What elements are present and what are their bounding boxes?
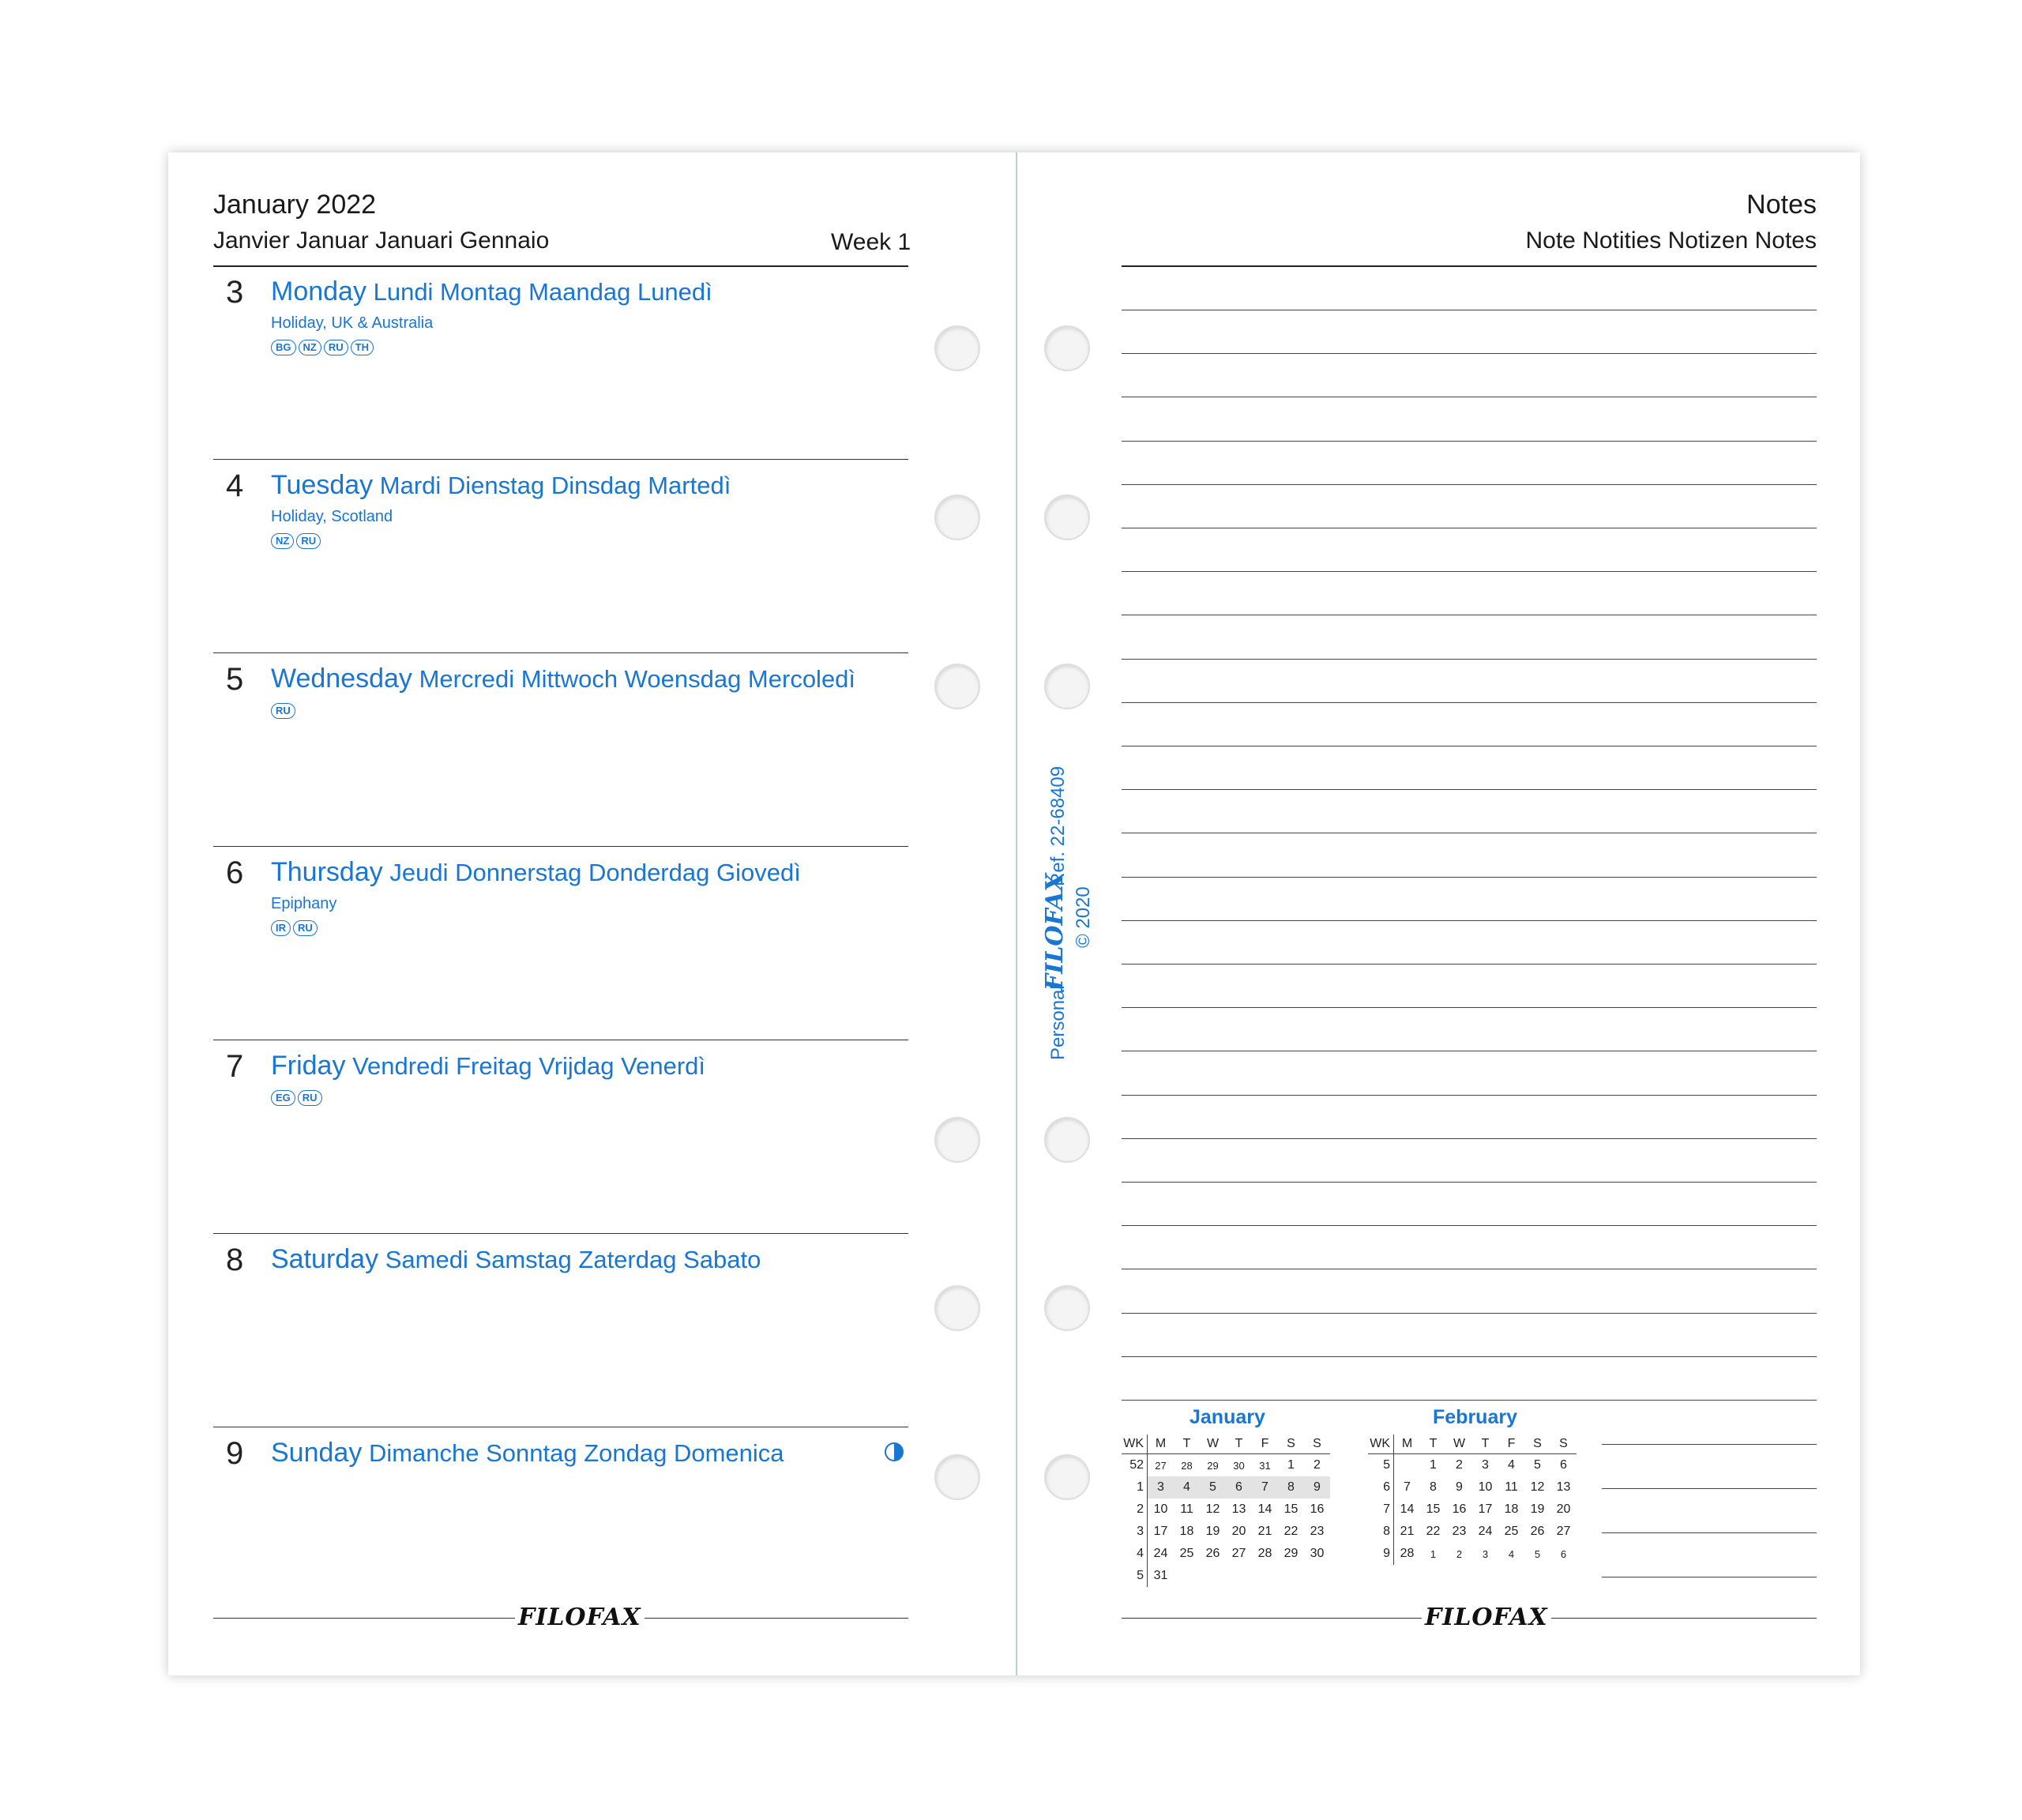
calendar-day: 3	[1482, 1458, 1489, 1472]
calendar-day	[1174, 1565, 1200, 1587]
week-number: 3	[1122, 1521, 1148, 1543]
spine-copyright: © 2020	[1073, 886, 1094, 948]
note-line	[1122, 1313, 1817, 1314]
calendar-day	[1278, 1565, 1304, 1587]
header-rule	[213, 265, 908, 267]
calendar-day: 15	[1283, 1502, 1299, 1516]
calendar-day: 11	[1180, 1502, 1193, 1516]
note-line	[1122, 1138, 1817, 1139]
day-separator	[213, 459, 908, 460]
calendar-day: 21	[1400, 1525, 1415, 1538]
day-translations: Mercredi Mittwoch Woensdag Mercoledì	[419, 665, 856, 693]
month-title: January 2022	[213, 190, 377, 220]
weekday-header: WK	[1368, 1435, 1394, 1454]
mini-cal-jan-title: January	[1190, 1406, 1265, 1428]
note-line	[1122, 1007, 1817, 1008]
binder-hole	[1044, 664, 1090, 709]
country-badges	[271, 920, 318, 936]
calendar-day: 5	[1200, 1476, 1226, 1498]
calendar-day: 28	[1400, 1547, 1415, 1560]
day-number: 8	[226, 1243, 244, 1277]
weekday-header: W	[1200, 1435, 1226, 1454]
day-translations: Lundi Montag Maandag Lunedì	[373, 278, 712, 306]
day-name: Thursday	[271, 857, 383, 887]
weekday-header: S	[1304, 1435, 1330, 1454]
day-number: 5	[226, 662, 244, 697]
binder-hole	[934, 1285, 980, 1331]
note-line	[1602, 1532, 1817, 1533]
calendar-day: 12	[1205, 1502, 1220, 1516]
calendar-day	[1304, 1565, 1330, 1587]
week-number: 4	[1122, 1543, 1148, 1565]
day-translations: Samedi Samstag Zaterdag Sabato	[385, 1246, 761, 1273]
calendar-day: 4	[1508, 1458, 1515, 1472]
page-spine	[1016, 152, 1017, 1675]
note-line	[1602, 1488, 1817, 1489]
weekday-header: WK	[1122, 1435, 1148, 1454]
note-line	[1122, 659, 1817, 660]
day-name: Saturday	[271, 1244, 379, 1274]
country-badge: RU	[298, 1090, 322, 1106]
day-name-line	[271, 1051, 705, 1081]
binder-hole	[1044, 1454, 1090, 1500]
day-translations: Jeudi Donnerstag Donderdag Giovedì	[389, 859, 801, 886]
calendar-day: 28	[1257, 1547, 1272, 1560]
calendar-day: 10	[1478, 1480, 1493, 1494]
notes-header-rule	[1122, 265, 1817, 267]
calendar-day: 27	[1556, 1525, 1571, 1538]
calendar-day: 16	[1310, 1502, 1325, 1516]
note-line	[1122, 484, 1817, 485]
binder-hole	[1044, 1285, 1090, 1331]
weekday-header: T	[1174, 1435, 1200, 1454]
calendar-day: 6	[1560, 1458, 1567, 1472]
weekday-header: S	[1278, 1435, 1304, 1454]
calendar-day: 31	[1259, 1459, 1271, 1472]
weekday-header: T	[1420, 1435, 1446, 1454]
country-badges	[271, 1090, 322, 1106]
calendar-day: 3	[1482, 1547, 1489, 1560]
country-badge: RU	[296, 533, 321, 549]
day-translations: Vendredi Freitag Vrijdag Venerdì	[352, 1052, 706, 1080]
calendar-day: 18	[1504, 1502, 1519, 1516]
calendar-day: 25	[1179, 1547, 1194, 1560]
calendar-day: 10	[1153, 1502, 1168, 1516]
note-line	[1122, 1400, 1817, 1401]
calendar-day: 1	[1287, 1458, 1295, 1472]
country-badge: EG	[271, 1090, 295, 1106]
day-name-line	[271, 470, 731, 501]
day-name: Monday	[271, 276, 366, 306]
binder-hole	[934, 494, 980, 540]
note-line	[1122, 353, 1817, 354]
calendar-day: 9	[1456, 1480, 1463, 1494]
calendar-day: 26	[1205, 1547, 1220, 1560]
calendar-day: 19	[1530, 1502, 1545, 1516]
calendar-day: 25	[1504, 1525, 1519, 1538]
country-badge: TH	[351, 340, 374, 355]
day-name-line	[271, 1438, 784, 1468]
notes-title: Notes	[1746, 190, 1817, 220]
binder-hole	[934, 664, 980, 709]
note-line	[1122, 1356, 1817, 1357]
calendar-day: 29	[1283, 1547, 1299, 1560]
calendar-day: 5	[1534, 1458, 1541, 1472]
note-line	[1122, 1225, 1817, 1226]
week-number: 5	[1368, 1454, 1394, 1477]
calendar-day: 28	[1181, 1459, 1193, 1472]
day-separator	[213, 1233, 908, 1234]
country-badge: RU	[324, 340, 348, 355]
day-separator	[213, 846, 908, 847]
binder-hole	[1044, 325, 1090, 371]
note-line	[1122, 702, 1817, 703]
day-name: Sunday	[271, 1438, 363, 1468]
calendar-day: 31	[1153, 1569, 1168, 1582]
country-badges	[271, 533, 321, 549]
day-name: Friday	[271, 1051, 346, 1081]
note-line	[1122, 964, 1817, 965]
calendar-day: 16	[1452, 1502, 1467, 1516]
week-number: 52	[1122, 1454, 1148, 1477]
calendar-day: 3	[1148, 1476, 1174, 1498]
binder-hole	[1044, 494, 1090, 540]
calendar-day: 14	[1257, 1502, 1272, 1516]
calendar-day: 6	[1226, 1476, 1252, 1498]
calendar-day: 24	[1153, 1547, 1168, 1560]
week-number: 8	[1368, 1521, 1394, 1543]
calendar-day: 22	[1426, 1525, 1441, 1538]
day-name-line	[271, 276, 712, 307]
calendar-day: 12	[1530, 1480, 1545, 1494]
calendar-day: 2	[1456, 1458, 1463, 1472]
calendar-day: 4	[1174, 1476, 1200, 1498]
calendar-day: 20	[1231, 1525, 1246, 1538]
calendar-day	[1252, 1565, 1278, 1587]
filofax-logo: FILOFAX	[515, 1604, 645, 1631]
calendar-day: 6	[1560, 1547, 1567, 1560]
calendar-day: 26	[1530, 1525, 1545, 1538]
calendar-day: 13	[1556, 1480, 1571, 1494]
calendar-day: 2	[1456, 1547, 1463, 1560]
week-number: 9	[1368, 1543, 1394, 1565]
calendar-day: 9	[1304, 1476, 1330, 1498]
weekday-header: F	[1498, 1435, 1524, 1454]
country-badge: RU	[293, 920, 318, 936]
calendar-day: 29	[1207, 1459, 1219, 1472]
weekday-header: S	[1550, 1435, 1577, 1454]
spine-size-label: Personal	[1047, 985, 1069, 1060]
holiday-note: Holiday, Scotland	[271, 508, 393, 525]
week-number: 2	[1122, 1498, 1148, 1521]
country-badges	[271, 340, 374, 355]
week-number: 7	[1368, 1498, 1394, 1521]
calendar-day: 27	[1155, 1459, 1167, 1472]
week-label: Week 1	[831, 229, 911, 255]
calendar-day: 17	[1153, 1525, 1168, 1538]
calendar-day: 21	[1257, 1525, 1272, 1538]
notes-translations: Note Notities Notizen Notes	[1525, 228, 1817, 254]
weekday-header: M	[1394, 1435, 1421, 1454]
day-separator	[213, 652, 908, 653]
filofax-logo-right: FILOFAX	[1422, 1604, 1551, 1631]
calendar-day: 1	[1430, 1458, 1437, 1472]
mini-calendar-january	[1122, 1435, 1330, 1587]
week-number: 5	[1122, 1565, 1148, 1587]
day-number: 3	[226, 275, 244, 310]
day-name: Wednesday	[271, 664, 412, 694]
calendar-day: 1	[1430, 1547, 1437, 1560]
weekday-header: M	[1148, 1435, 1174, 1454]
weekday-header: T	[1472, 1435, 1498, 1454]
calendar-day: 18	[1179, 1525, 1194, 1538]
calendar-day: 30	[1310, 1547, 1325, 1560]
day-number: 6	[226, 855, 244, 890]
calendar-day: 14	[1400, 1502, 1415, 1516]
calendar-day: 30	[1233, 1459, 1245, 1472]
calendar-day	[1200, 1565, 1226, 1587]
weekday-header: S	[1524, 1435, 1550, 1454]
note-line	[1602, 1444, 1817, 1445]
country-badge: IR	[271, 920, 291, 936]
calendar-day: 23	[1452, 1525, 1467, 1538]
mini-calendar-february	[1368, 1435, 1577, 1565]
calendar-day: 8	[1278, 1476, 1304, 1498]
mini-cal-feb-title: February	[1433, 1406, 1517, 1428]
calendar-day: 19	[1205, 1525, 1220, 1538]
calendar-day: 11	[1505, 1480, 1518, 1494]
calendar-day: 20	[1556, 1502, 1571, 1516]
calendar-day: 8	[1430, 1480, 1437, 1494]
week-number: 1	[1122, 1476, 1148, 1498]
day-translations: Dimanche Sonntag Zondag Domenica	[368, 1439, 784, 1467]
calendar-day: 7	[1252, 1476, 1278, 1498]
binder-hole	[1044, 1117, 1090, 1163]
country-badge: BG	[271, 340, 296, 355]
day-name: Tuesday	[271, 470, 374, 500]
day-translations: Mardi Dienstag Dinsdag Martedì	[379, 472, 731, 499]
note-line	[1122, 571, 1817, 572]
holiday-note: Epiphany	[271, 895, 337, 912]
calendar-day: 5	[1534, 1547, 1541, 1560]
country-badge: NZ	[299, 340, 321, 355]
country-badge: RU	[271, 703, 295, 719]
day-name-line	[271, 1244, 761, 1275]
note-line	[1122, 1095, 1817, 1096]
weekday-header: T	[1226, 1435, 1252, 1454]
calendar-day: 23	[1310, 1525, 1325, 1538]
note-line	[1122, 1182, 1817, 1183]
day-number: 9	[226, 1436, 244, 1471]
binder-hole	[934, 1454, 980, 1500]
calendar-day: 17	[1478, 1502, 1493, 1516]
note-line	[1122, 877, 1817, 878]
month-translations: Janvier Januar Januari Gennaio	[213, 228, 550, 254]
note-line	[1122, 920, 1817, 921]
calendar-day: 22	[1283, 1525, 1299, 1538]
note-line	[1122, 441, 1817, 442]
calendar-day	[1394, 1454, 1421, 1477]
calendar-day: 24	[1478, 1525, 1493, 1538]
day-number: 7	[226, 1049, 244, 1084]
country-badges	[271, 703, 295, 719]
day-number: 4	[226, 468, 244, 503]
note-line	[1122, 789, 1817, 790]
country-badge: NZ	[271, 533, 294, 549]
day-name-line	[271, 664, 855, 694]
spine-ref: Ref. 22-68409	[1047, 765, 1069, 886]
holiday-note: Holiday, UK & Australia	[271, 314, 434, 332]
first-quarter-moon-icon	[885, 1442, 904, 1461]
weekday-header: F	[1252, 1435, 1278, 1454]
day-name-line	[271, 857, 801, 888]
week-number: 6	[1368, 1476, 1394, 1498]
calendar-day: 2	[1314, 1458, 1321, 1472]
binder-hole	[934, 325, 980, 371]
calendar-day: 15	[1426, 1502, 1441, 1516]
binder-hole	[934, 1117, 980, 1163]
weekday-header: W	[1446, 1435, 1472, 1454]
spine-brand: FILOFAX	[1041, 873, 1069, 991]
calendar-day: 13	[1231, 1502, 1246, 1516]
calendar-day	[1226, 1565, 1252, 1587]
calendar-day: 4	[1508, 1547, 1515, 1560]
calendar-day: 7	[1404, 1480, 1411, 1494]
calendar-day: 27	[1231, 1547, 1246, 1560]
